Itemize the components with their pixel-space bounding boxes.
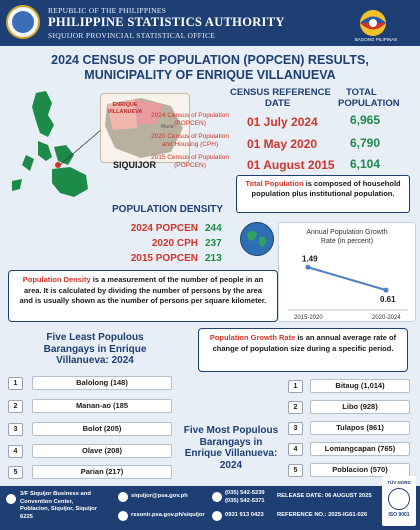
census-date-header-2: DATE — [265, 98, 291, 109]
growth-label-2020-2024: 0.61 — [380, 295, 396, 305]
address-l4: 6225 — [20, 513, 33, 520]
growth-chart-svg — [278, 248, 416, 322]
census-name-2015-l2: (POPCEN) — [174, 162, 206, 169]
census-name-2015 — [140, 154, 240, 170]
density-label-2015: 2015 POPCEN — [130, 253, 198, 264]
title-line-1: 2024 CENSUS OF POPULATION (POPCEN) RESULTS, — [51, 53, 369, 67]
density-label-2020: 2020 CPH — [151, 238, 198, 249]
density-definition: is a measurement of the number of people in an area. It is calculated by dividing the number of persons by the area and is usually shown as the number of persons per square kilometer. — [19, 275, 267, 305]
least-rank-3: 3 — [8, 423, 23, 436]
iso-certification-badge — [382, 476, 416, 526]
census-name-2024-l1: 2024 Census of Population — [150, 112, 230, 119]
siquijor-inset-map — [100, 93, 190, 163]
least-title-l3: Villanueva: 2024 — [56, 355, 134, 366]
least-populous-title — [20, 332, 170, 367]
growth-label-2015-2020: 1.49 — [302, 254, 318, 264]
most-title-l4: 2024 — [219, 459, 243, 471]
footer-address — [20, 491, 97, 521]
growth-chart-title-l2: Rate (in percent) — [320, 238, 374, 245]
least-rank-4: 4 — [8, 445, 23, 458]
phone-2: (035) 542-5371 — [225, 497, 265, 504]
most-title-l1: Five Most Populous — [183, 425, 279, 436]
address-l3: Poblacion, Siquijor, Siquijor — [20, 506, 97, 512]
most-rank-4: 4 — [288, 443, 303, 456]
cert-seal-icon — [388, 488, 410, 510]
growth-term: Population Growth Rate — [209, 333, 296, 342]
population-density-title: POPULATION DENSITY — [112, 204, 223, 215]
phone-1: (035) 542-5239 — [225, 490, 265, 496]
footer-email[interactable]: siquijor@psa.gov.ph — [131, 493, 188, 499]
density-label-2024: 2024 POPCEN — [130, 223, 198, 234]
most-title-l2: Barangays in — [199, 436, 263, 448]
psa-seal-inner — [12, 11, 34, 33]
footer-website[interactable]: rssonir.psa.gov.ph/siquijor — [131, 512, 205, 518]
most-title-l3: Enrique Villanueva: — [184, 448, 278, 459]
census-name-2015-l1: 2015 Census of Population — [150, 154, 230, 161]
growth-point-2020-2024 — [384, 288, 389, 293]
census-date-2024: 01 July 2024 — [247, 115, 318, 129]
web-icon — [118, 511, 128, 521]
growth-definition: is an annual average rate of change of population size during a specific period. — [212, 333, 397, 353]
most-rank-5: 5 — [288, 464, 303, 477]
least-item-1: Balolong (148) — [32, 376, 172, 390]
most-rank-2: 2 — [288, 401, 303, 414]
inset-label-enrique: ENRIQUE — [112, 102, 138, 108]
least-item-4: Olave (208) — [32, 444, 172, 458]
page-title — [0, 53, 420, 83]
census-name-2020 — [140, 133, 240, 149]
email-icon — [118, 492, 128, 502]
address-l1: 3/F Siquijor Business and — [20, 491, 91, 497]
most-item-3: Tulapos (861) — [310, 421, 410, 435]
total-pop-header: TOTAL — [346, 87, 377, 98]
growth-chart-title — [278, 228, 416, 246]
census-date-2015: 01 August 2015 — [247, 158, 335, 172]
footer-mobile: 0931 913 0423 — [225, 512, 264, 518]
inset-label-maria: Maria — [161, 124, 174, 130]
most-item-4: Lomangcapan (765) — [310, 442, 410, 456]
title-line-2: MUNICIPALITY OF ENRIQUE VILLANUEVA — [84, 68, 336, 82]
density-term: Population Density — [22, 275, 91, 284]
census-name-2024 — [140, 112, 240, 128]
phone-icon — [212, 492, 222, 502]
least-rank-5: 5 — [8, 466, 23, 479]
footer-release-date: RELEASE DATE: 06 AUGUST 2025 — [277, 493, 372, 499]
total-population-term: Total Population — [245, 179, 304, 188]
most-rank-3: 3 — [288, 422, 303, 435]
most-item-2: Libo (928) — [310, 400, 410, 414]
growth-series-line — [308, 267, 386, 290]
footer-phones — [225, 490, 265, 505]
bagong-pilipinas-label: BAGONG PILIPINAS — [354, 37, 398, 42]
most-rank-1: 1 — [288, 380, 303, 393]
bagong-pilipinas-logo-icon — [350, 8, 396, 38]
least-item-2: Manan-ao (185 — [32, 399, 172, 413]
growth-point-2015-2020 — [306, 265, 311, 270]
census-date-header: CENSUS REFERENCE — [230, 87, 331, 98]
total-population-definition: is composed of household population plus institutional population. — [251, 179, 401, 198]
header-office: SIQUIJOR PROVINCIAL STATISTICAL OFFICE — [48, 31, 216, 40]
census-pop-2020: 6,790 — [350, 136, 381, 150]
cert-label: TÜV NORD — [387, 480, 411, 485]
least-rank-2: 2 — [8, 400, 23, 413]
census-name-2020-l2: and Housing (CPH) — [161, 141, 219, 148]
most-populous-title — [176, 425, 286, 471]
least-title-l2: Barangays in Enrique — [43, 343, 147, 355]
census-pop-2024: 6,965 — [350, 113, 381, 127]
density-note — [8, 270, 278, 322]
census-name-2024-l2: (POPCEN) — [174, 120, 206, 127]
density-value-2015: 213 — [205, 253, 222, 264]
footer-reference-no: REFERENCE NO.: 2025-IG61-026 — [277, 512, 368, 518]
iso-label: ISO 9001 — [388, 512, 410, 518]
globe-land-icon — [241, 223, 273, 255]
census-pop-2015: 6,104 — [350, 157, 381, 171]
total-population-note — [236, 175, 410, 213]
total-pop-header-2: POPULATION — [338, 98, 400, 109]
location-pin-icon — [6, 494, 16, 504]
most-item-5: Poblacion (570) — [310, 463, 410, 477]
siquijor-label: SIQUIJOR — [113, 160, 157, 170]
census-date-2020: 01 May 2020 — [247, 137, 318, 151]
header-agency: PHILIPPINE STATISTICS AUTHORITY — [48, 15, 285, 29]
least-rank-1: 1 — [8, 377, 23, 390]
address-l2: Convention Center, — [20, 498, 74, 505]
density-value-2020: 237 — [205, 238, 222, 249]
density-value-2024: 244 — [205, 223, 222, 234]
census-name-2020-l1: 2020 Census of Population — [150, 133, 230, 140]
least-item-5: Parian (217) — [32, 465, 172, 479]
least-title-l1: Five Least Populous — [46, 332, 144, 343]
globe-icon — [240, 222, 274, 256]
least-item-3: Bolot (205) — [32, 422, 172, 436]
most-item-1: Bitaug (1,014) — [310, 379, 410, 393]
header-republic: REPUBLIC OF THE PHILIPPINES — [48, 6, 167, 15]
growth-tick-2020-2024: 2020-2024 — [372, 315, 401, 321]
mobile-icon — [212, 511, 222, 521]
growth-chart-title-l1: Annual Population Growth — [306, 229, 388, 236]
inset-label-villanueva: VILLANUEVA — [107, 109, 143, 115]
growth-tick-2015-2020: 2015-2020 — [294, 315, 323, 321]
growth-note — [198, 328, 408, 372]
